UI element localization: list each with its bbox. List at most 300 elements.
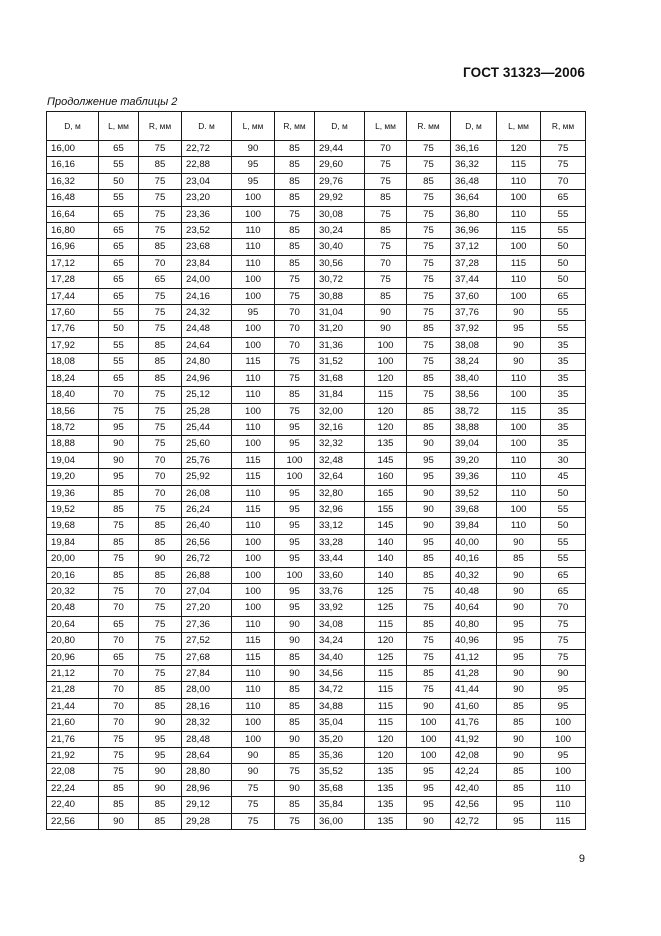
table-cell: 75 <box>139 141 182 157</box>
table-cell: 95 <box>541 748 586 764</box>
table-cell: 85 <box>497 715 541 731</box>
table-cell: 36,80 <box>451 206 497 222</box>
table-row <box>47 255 586 271</box>
table-cell: 39,04 <box>451 436 497 452</box>
table-cell: 30,88 <box>315 288 365 304</box>
table-cell: 39,68 <box>451 501 497 517</box>
table-cell: 22,88 <box>182 157 232 173</box>
table-cell: 42,24 <box>451 764 497 780</box>
table-cell: 75 <box>407 288 451 304</box>
table-cell: 19,04 <box>47 452 99 468</box>
table-row <box>47 764 586 780</box>
table-cell: 85 <box>407 321 451 337</box>
table-cell: 65 <box>99 239 139 255</box>
table-cell: 110 <box>232 616 275 632</box>
table-cell: 140 <box>365 534 407 550</box>
table-cell: 35,84 <box>315 797 365 813</box>
table-cell: 90 <box>139 764 182 780</box>
table-cell: 95 <box>275 501 315 517</box>
table-cell: 90 <box>407 501 451 517</box>
table-cell: 120 <box>365 633 407 649</box>
table-cell: 42,40 <box>451 780 497 796</box>
table-cell: 95 <box>275 419 315 435</box>
table-cell: 55 <box>99 305 139 321</box>
table-cell: 34,40 <box>315 649 365 665</box>
table-cell: 95 <box>407 452 451 468</box>
table-cell: 75 <box>139 501 182 517</box>
table-row <box>47 239 586 255</box>
table-cell: 100 <box>232 288 275 304</box>
table-cell: 70 <box>139 583 182 599</box>
table-cell: 27,36 <box>182 616 232 632</box>
table-cell: 25,44 <box>182 419 232 435</box>
table-cell: 85 <box>139 354 182 370</box>
table-cell: 100 <box>232 272 275 288</box>
table-cell: 31,36 <box>315 337 365 353</box>
table-cell: 65 <box>99 272 139 288</box>
table-cell: 75 <box>139 387 182 403</box>
table-cell: 75 <box>99 403 139 419</box>
table-cell: 50 <box>541 518 586 534</box>
table-cell: 22,24 <box>47 780 99 796</box>
table-cell: 34,72 <box>315 682 365 698</box>
table-cell: 30,56 <box>315 255 365 271</box>
table-row <box>47 190 586 206</box>
table-cell: 95 <box>541 698 586 714</box>
table-cell: 95 <box>497 633 541 649</box>
table-cell: 34,08 <box>315 616 365 632</box>
table-cell: 42,08 <box>451 748 497 764</box>
table-cell: 21,60 <box>47 715 99 731</box>
table-cell: 95 <box>541 682 586 698</box>
table-cell: 41,76 <box>451 715 497 731</box>
table-cell: 100 <box>497 288 541 304</box>
table-cell: 75 <box>407 354 451 370</box>
table-cell: 70 <box>365 141 407 157</box>
table-cell: 29,12 <box>182 797 232 813</box>
table-row <box>47 616 586 632</box>
table-cell: 85 <box>139 337 182 353</box>
table-cell: 100 <box>497 387 541 403</box>
table-cell: 75 <box>99 764 139 780</box>
table-cell: 65 <box>541 190 586 206</box>
table-cell: 120 <box>365 731 407 747</box>
table-cell: 100 <box>407 715 451 731</box>
table-cell: 95 <box>407 469 451 485</box>
table-cell: 90 <box>541 666 586 682</box>
table-cell: 39,20 <box>451 452 497 468</box>
table-cell: 27,84 <box>182 666 232 682</box>
table-cell: 22,72 <box>182 141 232 157</box>
table-cell: 90 <box>139 715 182 731</box>
table-cell: 21,44 <box>47 698 99 714</box>
table-cell: 37,76 <box>451 305 497 321</box>
table-cell: 34,56 <box>315 666 365 682</box>
table-cell: 75 <box>541 157 586 173</box>
table-cell: 135 <box>365 436 407 452</box>
table-cell: 115 <box>365 698 407 714</box>
table-cell: 26,08 <box>182 485 232 501</box>
table-row <box>47 666 586 682</box>
table-cell: 85 <box>99 534 139 550</box>
table-cell: 85 <box>275 255 315 271</box>
table-cell: 125 <box>365 583 407 599</box>
table-row <box>47 649 586 665</box>
table-cell: 35 <box>541 419 586 435</box>
table-cell: 100 <box>541 764 586 780</box>
table-cell: 90 <box>407 813 451 829</box>
document-title: ГОСТ 31323—2006 <box>463 65 585 80</box>
table-cell: 20,00 <box>47 551 99 567</box>
table-cell: 29,28 <box>182 813 232 829</box>
table-cell: 25,76 <box>182 452 232 468</box>
table-cell: 75 <box>275 206 315 222</box>
table-cell: 33,76 <box>315 583 365 599</box>
table-cell: 90 <box>139 780 182 796</box>
table-cell: 75 <box>99 731 139 747</box>
table-cell: 100 <box>232 600 275 616</box>
table-cell: 31,52 <box>315 354 365 370</box>
table-row <box>47 305 586 321</box>
table-cell: 21,12 <box>47 666 99 682</box>
table-cell: 120 <box>365 748 407 764</box>
table-row <box>47 173 586 189</box>
table-cell: 100 <box>232 534 275 550</box>
table-cell: 23,36 <box>182 206 232 222</box>
table-cell: 75 <box>139 206 182 222</box>
table-cell: 75 <box>139 173 182 189</box>
table-cell: 95 <box>407 797 451 813</box>
table-cell: 65 <box>99 223 139 239</box>
table-cell: 85 <box>275 141 315 157</box>
table-cell: 110 <box>232 255 275 271</box>
table-cell: 41,60 <box>451 698 497 714</box>
table-cell: 85 <box>497 551 541 567</box>
table-cell: 41,92 <box>451 731 497 747</box>
table-cell: 95 <box>275 485 315 501</box>
table-cell: 17,76 <box>47 321 99 337</box>
table-cell: 75 <box>407 206 451 222</box>
table-cell: 85 <box>99 501 139 517</box>
table-cell: 18,24 <box>47 370 99 386</box>
table-cell: 85 <box>99 780 139 796</box>
table-cell: 27,04 <box>182 583 232 599</box>
table-cell: 24,96 <box>182 370 232 386</box>
table-cell: 85 <box>99 567 139 583</box>
table-cell: 17,60 <box>47 305 99 321</box>
table-cell: 90 <box>275 633 315 649</box>
table-cell: 32,64 <box>315 469 365 485</box>
table-cell: 75 <box>407 255 451 271</box>
table-cell: 33,44 <box>315 551 365 567</box>
table-cell: 110 <box>497 370 541 386</box>
table-cell: 55 <box>541 534 586 550</box>
table-cell: 16,64 <box>47 206 99 222</box>
table-cell: 75 <box>275 354 315 370</box>
table-cell: 100 <box>407 748 451 764</box>
table-cell: 35 <box>541 403 586 419</box>
table-cell: 36,32 <box>451 157 497 173</box>
table-cell: 115 <box>541 813 586 829</box>
table-cell: 85 <box>407 173 451 189</box>
table-cell: 18,88 <box>47 436 99 452</box>
table-cell: 85 <box>139 813 182 829</box>
table-cell: 90 <box>232 748 275 764</box>
table-cell: 70 <box>275 337 315 353</box>
table-cell: 85 <box>139 370 182 386</box>
table-cell: 90 <box>497 567 541 583</box>
table-cell: 100 <box>365 337 407 353</box>
table-cell: 16,80 <box>47 223 99 239</box>
table-cell: 110 <box>497 469 541 485</box>
table-cell: 42,56 <box>451 797 497 813</box>
table-cell: 90 <box>497 583 541 599</box>
table-cell: 27,68 <box>182 649 232 665</box>
table-row <box>47 387 586 403</box>
table-cell: 65 <box>99 255 139 271</box>
column-header: L, мм <box>232 112 275 141</box>
table-cell: 19,20 <box>47 469 99 485</box>
table-cell: 75 <box>139 223 182 239</box>
table-cell: 75 <box>407 682 451 698</box>
table-cell: 35 <box>541 354 586 370</box>
table-cell: 16,00 <box>47 141 99 157</box>
column-header: L, мм <box>99 112 139 141</box>
table-cell: 42,72 <box>451 813 497 829</box>
table-cell: 85 <box>497 698 541 714</box>
table-row <box>47 272 586 288</box>
column-header: R, мм <box>541 112 586 141</box>
table-cell: 25,12 <box>182 387 232 403</box>
table-cell: 110 <box>541 780 586 796</box>
table-body <box>47 141 586 830</box>
table-cell: 95 <box>497 616 541 632</box>
table-cell: 17,12 <box>47 255 99 271</box>
table-cell: 26,24 <box>182 501 232 517</box>
table-cell: 90 <box>365 305 407 321</box>
table-row <box>47 813 586 829</box>
table-cell: 85 <box>139 682 182 698</box>
table-cell: 70 <box>139 452 182 468</box>
table-cell: 75 <box>365 272 407 288</box>
table-cell: 100 <box>497 436 541 452</box>
table-cell: 24,32 <box>182 305 232 321</box>
table-cell: 95 <box>407 764 451 780</box>
table-cell: 16,48 <box>47 190 99 206</box>
table-row <box>47 436 586 452</box>
table-cell: 75 <box>407 387 451 403</box>
column-header: R. мм <box>407 112 451 141</box>
table-cell: 75 <box>407 223 451 239</box>
table-cell: 28,00 <box>182 682 232 698</box>
table-cell: 125 <box>365 649 407 665</box>
table-row <box>47 551 586 567</box>
table-cell: 100 <box>407 731 451 747</box>
table-cell: 75 <box>139 419 182 435</box>
table-cell: 90 <box>407 698 451 714</box>
table-cell: 100 <box>541 731 586 747</box>
table-cell: 27,52 <box>182 633 232 649</box>
table-row <box>47 715 586 731</box>
table-cell: 95 <box>275 518 315 534</box>
table-cell: 16,32 <box>47 173 99 189</box>
table-cell: 115 <box>232 649 275 665</box>
table-cell: 20,32 <box>47 583 99 599</box>
table-cell: 95 <box>497 813 541 829</box>
table-cell: 85 <box>275 748 315 764</box>
table-row <box>47 419 586 435</box>
table-cell: 100 <box>232 206 275 222</box>
table-cell: 50 <box>541 239 586 255</box>
table-cell: 35 <box>541 370 586 386</box>
table-cell: 19,68 <box>47 518 99 534</box>
table-cell: 75 <box>139 436 182 452</box>
table-cell: 75 <box>275 288 315 304</box>
column-header: D, м <box>47 112 99 141</box>
table-cell: 100 <box>232 436 275 452</box>
table-cell: 25,28 <box>182 403 232 419</box>
table-row <box>47 337 586 353</box>
table-cell: 34,24 <box>315 633 365 649</box>
table-cell: 37,28 <box>451 255 497 271</box>
table-cell: 40,32 <box>451 567 497 583</box>
table-cell: 155 <box>365 501 407 517</box>
column-header: R, мм <box>275 112 315 141</box>
table-cell: 28,80 <box>182 764 232 780</box>
table-cell: 65 <box>99 616 139 632</box>
table-cell: 20,48 <box>47 600 99 616</box>
table-cell: 50 <box>99 173 139 189</box>
table-cell: 55 <box>541 501 586 517</box>
table-cell: 75 <box>275 272 315 288</box>
table-cell: 95 <box>497 321 541 337</box>
table-cell: 23,52 <box>182 223 232 239</box>
table-cell: 90 <box>99 813 139 829</box>
table-cell: 70 <box>139 469 182 485</box>
table-cell: 120 <box>365 403 407 419</box>
table-cell: 100 <box>497 419 541 435</box>
table-cell: 95 <box>99 419 139 435</box>
table-cell: 85 <box>407 403 451 419</box>
table-cell: 24,48 <box>182 321 232 337</box>
table-cell: 70 <box>541 173 586 189</box>
table-cell: 23,84 <box>182 255 232 271</box>
table-cell: 110 <box>232 239 275 255</box>
table-cell: 90 <box>497 337 541 353</box>
table-row <box>47 354 586 370</box>
table-cell: 19,52 <box>47 501 99 517</box>
column-header: L, мм <box>365 112 407 141</box>
column-header: R, мм <box>139 112 182 141</box>
table-cell: 36,64 <box>451 190 497 206</box>
table-cell: 65 <box>99 370 139 386</box>
table-cell: 65 <box>99 141 139 157</box>
table-cell: 85 <box>275 190 315 206</box>
table-cell: 100 <box>275 567 315 583</box>
table-cell: 32,96 <box>315 501 365 517</box>
table-cell: 75 <box>139 190 182 206</box>
table-cell: 85 <box>407 551 451 567</box>
table-cell: 135 <box>365 797 407 813</box>
table-cell: 110 <box>232 698 275 714</box>
table-cell: 115 <box>497 223 541 239</box>
table-cell: 85 <box>275 649 315 665</box>
table-cell: 140 <box>365 567 407 583</box>
table-cell: 75 <box>99 518 139 534</box>
table-cell: 160 <box>365 469 407 485</box>
table-cell: 85 <box>497 780 541 796</box>
table-row <box>47 731 586 747</box>
table-cell: 35,68 <box>315 780 365 796</box>
table-row <box>47 518 586 534</box>
table-cell: 17,92 <box>47 337 99 353</box>
table-row <box>47 403 586 419</box>
table-row <box>47 206 586 222</box>
table-cell: 35 <box>541 436 586 452</box>
table-cell: 28,96 <box>182 780 232 796</box>
table-header-row <box>47 112 586 141</box>
table-cell: 75 <box>99 748 139 764</box>
page-number: 9 <box>578 853 585 865</box>
table-cell: 41,12 <box>451 649 497 665</box>
table-cell: 50 <box>541 485 586 501</box>
table-cell: 29,76 <box>315 173 365 189</box>
table-cell: 90 <box>232 141 275 157</box>
table-cell: 90 <box>497 354 541 370</box>
table-cell: 75 <box>541 141 586 157</box>
table-cell: 135 <box>365 813 407 829</box>
table-cell: 75 <box>365 173 407 189</box>
table-cell: 120 <box>365 370 407 386</box>
table-cell: 95 <box>407 534 451 550</box>
table-row <box>47 748 586 764</box>
table-cell: 31,20 <box>315 321 365 337</box>
table-cell: 135 <box>365 764 407 780</box>
table-cell: 85 <box>497 764 541 780</box>
table-cell: 70 <box>99 715 139 731</box>
table-cell: 95 <box>275 583 315 599</box>
table-cell: 19,84 <box>47 534 99 550</box>
table-cell: 30 <box>541 452 586 468</box>
table-cell: 38,40 <box>451 370 497 386</box>
table-row <box>47 567 586 583</box>
table-cell: 33,60 <box>315 567 365 583</box>
table-cell: 29,44 <box>315 141 365 157</box>
table-cell: 23,68 <box>182 239 232 255</box>
table-cell: 65 <box>541 288 586 304</box>
table-cell: 38,24 <box>451 354 497 370</box>
table-cell: 75 <box>99 583 139 599</box>
table-row <box>47 141 586 157</box>
table-cell: 70 <box>541 600 586 616</box>
table-cell: 37,92 <box>451 321 497 337</box>
table-cell: 75 <box>232 813 275 829</box>
table-row <box>47 452 586 468</box>
table-cell: 55 <box>541 223 586 239</box>
table-cell: 95 <box>275 551 315 567</box>
table-cell: 16,16 <box>47 157 99 173</box>
table-cell: 22,08 <box>47 764 99 780</box>
table-cell: 100 <box>541 715 586 731</box>
table-row <box>47 633 586 649</box>
table-cell: 65 <box>139 272 182 288</box>
table-cell: 100 <box>497 239 541 255</box>
table-cell: 85 <box>139 157 182 173</box>
table-cell: 40,16 <box>451 551 497 567</box>
table-cell: 75 <box>407 190 451 206</box>
table-cell: 110 <box>232 419 275 435</box>
table-cell: 110 <box>541 797 586 813</box>
